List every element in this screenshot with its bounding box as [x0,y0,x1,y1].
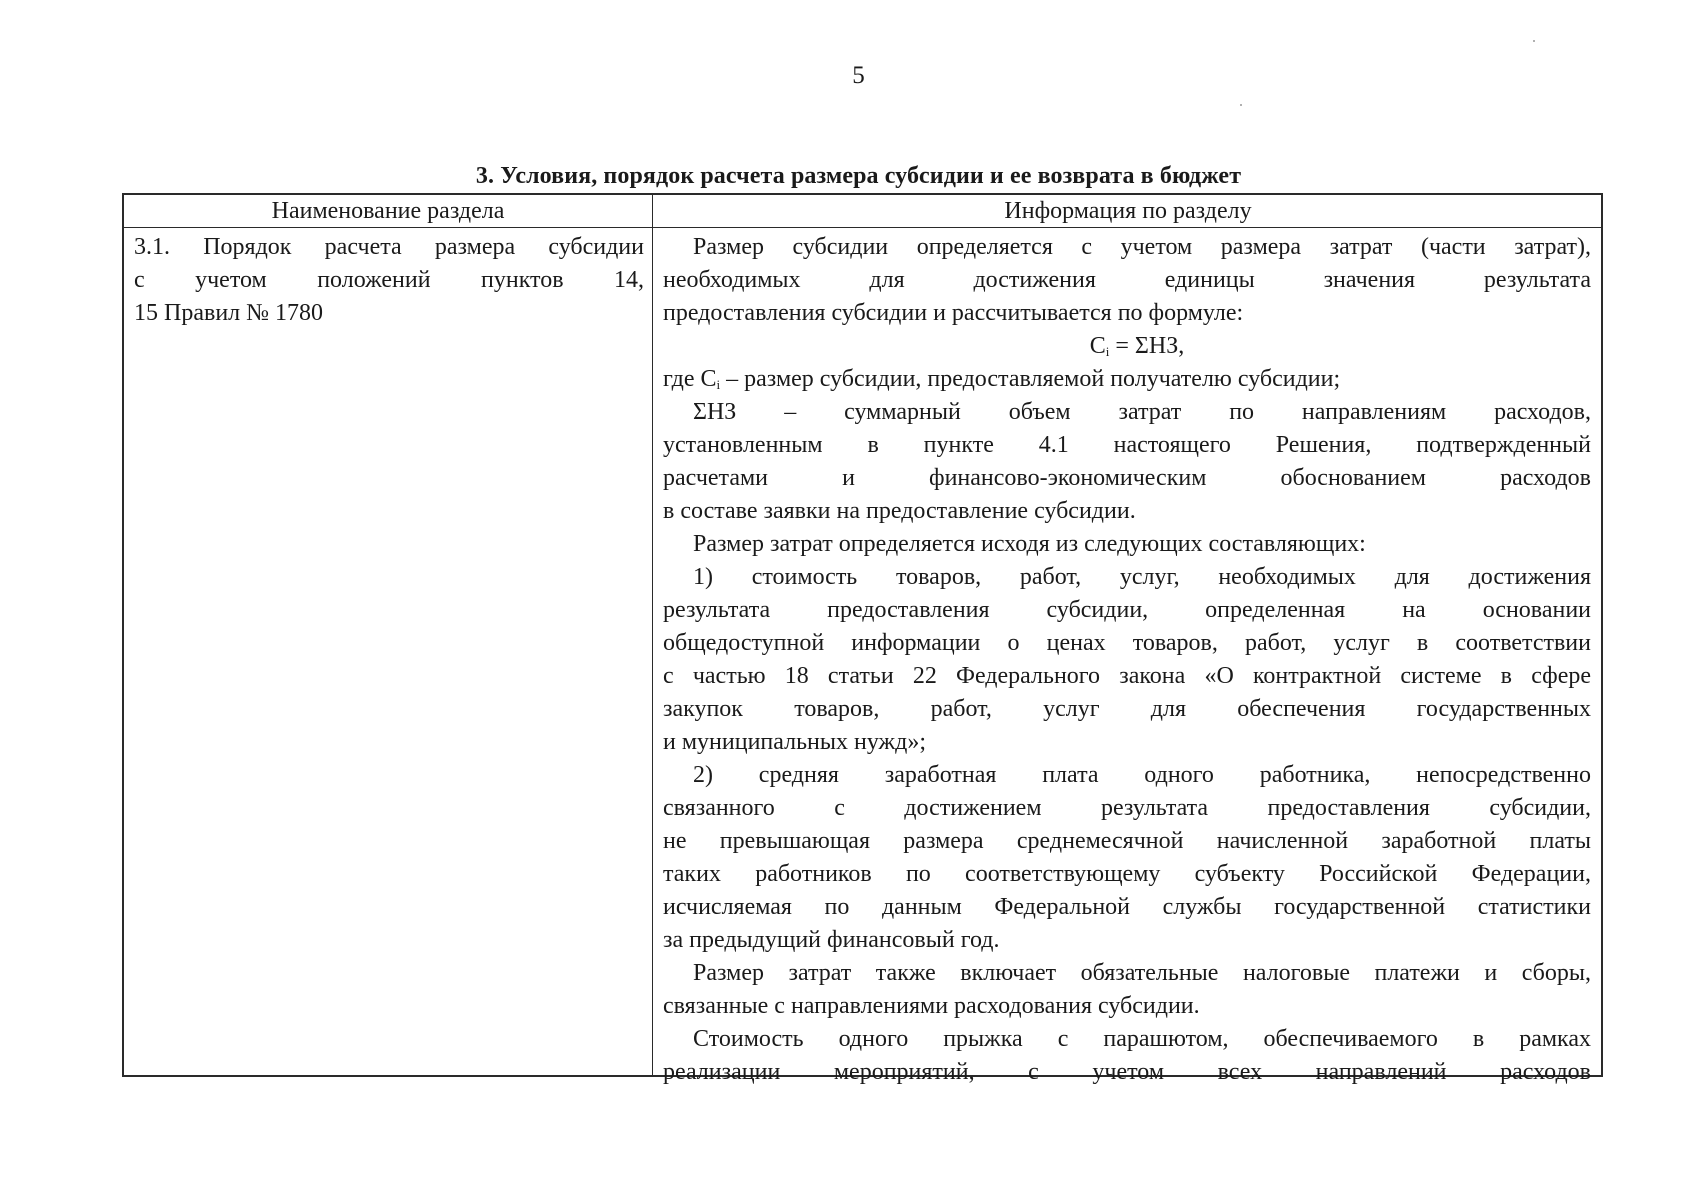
info-table [122,193,1603,1085]
section-name-line: 15 Правил № 1780 [134,300,324,326]
formula-definition [663,363,1591,396]
formula-body: = ΣНЗ, [1109,333,1185,359]
scan-speck [1240,104,1242,106]
formula [663,330,1591,363]
text-line: реализации мероприятий, с учетом всех направлений расходов [663,1059,1591,1085]
text-line: 1) стоимость товаров, работ, услуг, необходимых для достижения [693,564,1591,590]
text-line: связанного с достижением результата предоставления субсидии, [663,795,1591,821]
definition-subscript: i [716,377,721,392]
text-line: Размер затрат также включает обязательные налоговые платежи и сборы, [693,960,1591,986]
formula-subscript: i [1105,344,1110,359]
text-line: с частью 18 статьи 22 Федерального закона «О контрактной системе в сфере [663,663,1591,689]
text-line: предоставления субсидии и рассчитывается по формуле: [663,300,1244,326]
scan-speck [1533,40,1535,42]
text-line: 2) средняя заработная плата одного работника, непосредственно [693,762,1591,788]
text-line: закупок товаров, работ, услуг для обеспечения государственных [663,696,1591,722]
section-name-cell [134,231,644,330]
text-line: установленным в пункте 4.1 настоящего Решения, подтвержденный [663,432,1591,458]
text-line: расчетами и финансово-экономическим обоснованием расходов [663,465,1591,491]
text-line: необходимых для достижения единицы значения результата [663,267,1591,293]
header-section-name: Наименование раздела [271,198,505,224]
text-line: результата предоставления субсидии, определенная на основании [663,597,1591,623]
text-line: в составе заявки на предоставление субсидии. [663,498,1136,524]
section-name-line: с учетом положений пунктов 14, [134,267,644,293]
formula-symbol: C [1089,333,1106,359]
text-line: Стоимость одного прыжка с парашютом, обеспечиваемого в рамках [693,1026,1591,1052]
section-name-line: 3.1. Порядок расчета размера субсидии [134,234,644,260]
header-section-info: Информация по разделу [1004,198,1252,224]
text-line: Размер затрат определяется исходя из следующих составляющих: [693,531,1366,557]
text-line: Размер субсидии определяется с учетом размера затрат (части затрат), [693,234,1591,260]
text-line: за предыдущий финансовый год. [663,927,1000,953]
text-line: таких работников по соответствующему субъекту Российской Федерации, [663,861,1591,887]
text-line: связанные с направлениями расходования субсидии. [663,993,1200,1019]
section-title: 3. Условия, порядок расчета размера субсидии и ее возврата в бюджет [475,163,1242,189]
text-line: общедоступной информации о ценах товаров, работ, услуг в соответствии [663,630,1591,656]
definition-text: – размер субсидии, предоставляемой получателю субсидии; [720,366,1341,392]
text-line: ΣНЗ – суммарный объем затрат по направлениям расходов, [693,399,1591,425]
text-line: не превышающая размера среднемесячной начисленной заработной платы [663,828,1591,854]
column-divider [652,195,653,1075]
page-number: 5 [852,62,865,89]
text-line: и муниципальных нужд»; [663,729,926,755]
definition-symbol: где C [663,366,717,392]
table-header-row [124,195,1601,228]
section-info-cell [663,231,1591,1089]
text-line: исчисляемая по данным Федеральной службы государственной статистики [663,894,1591,920]
